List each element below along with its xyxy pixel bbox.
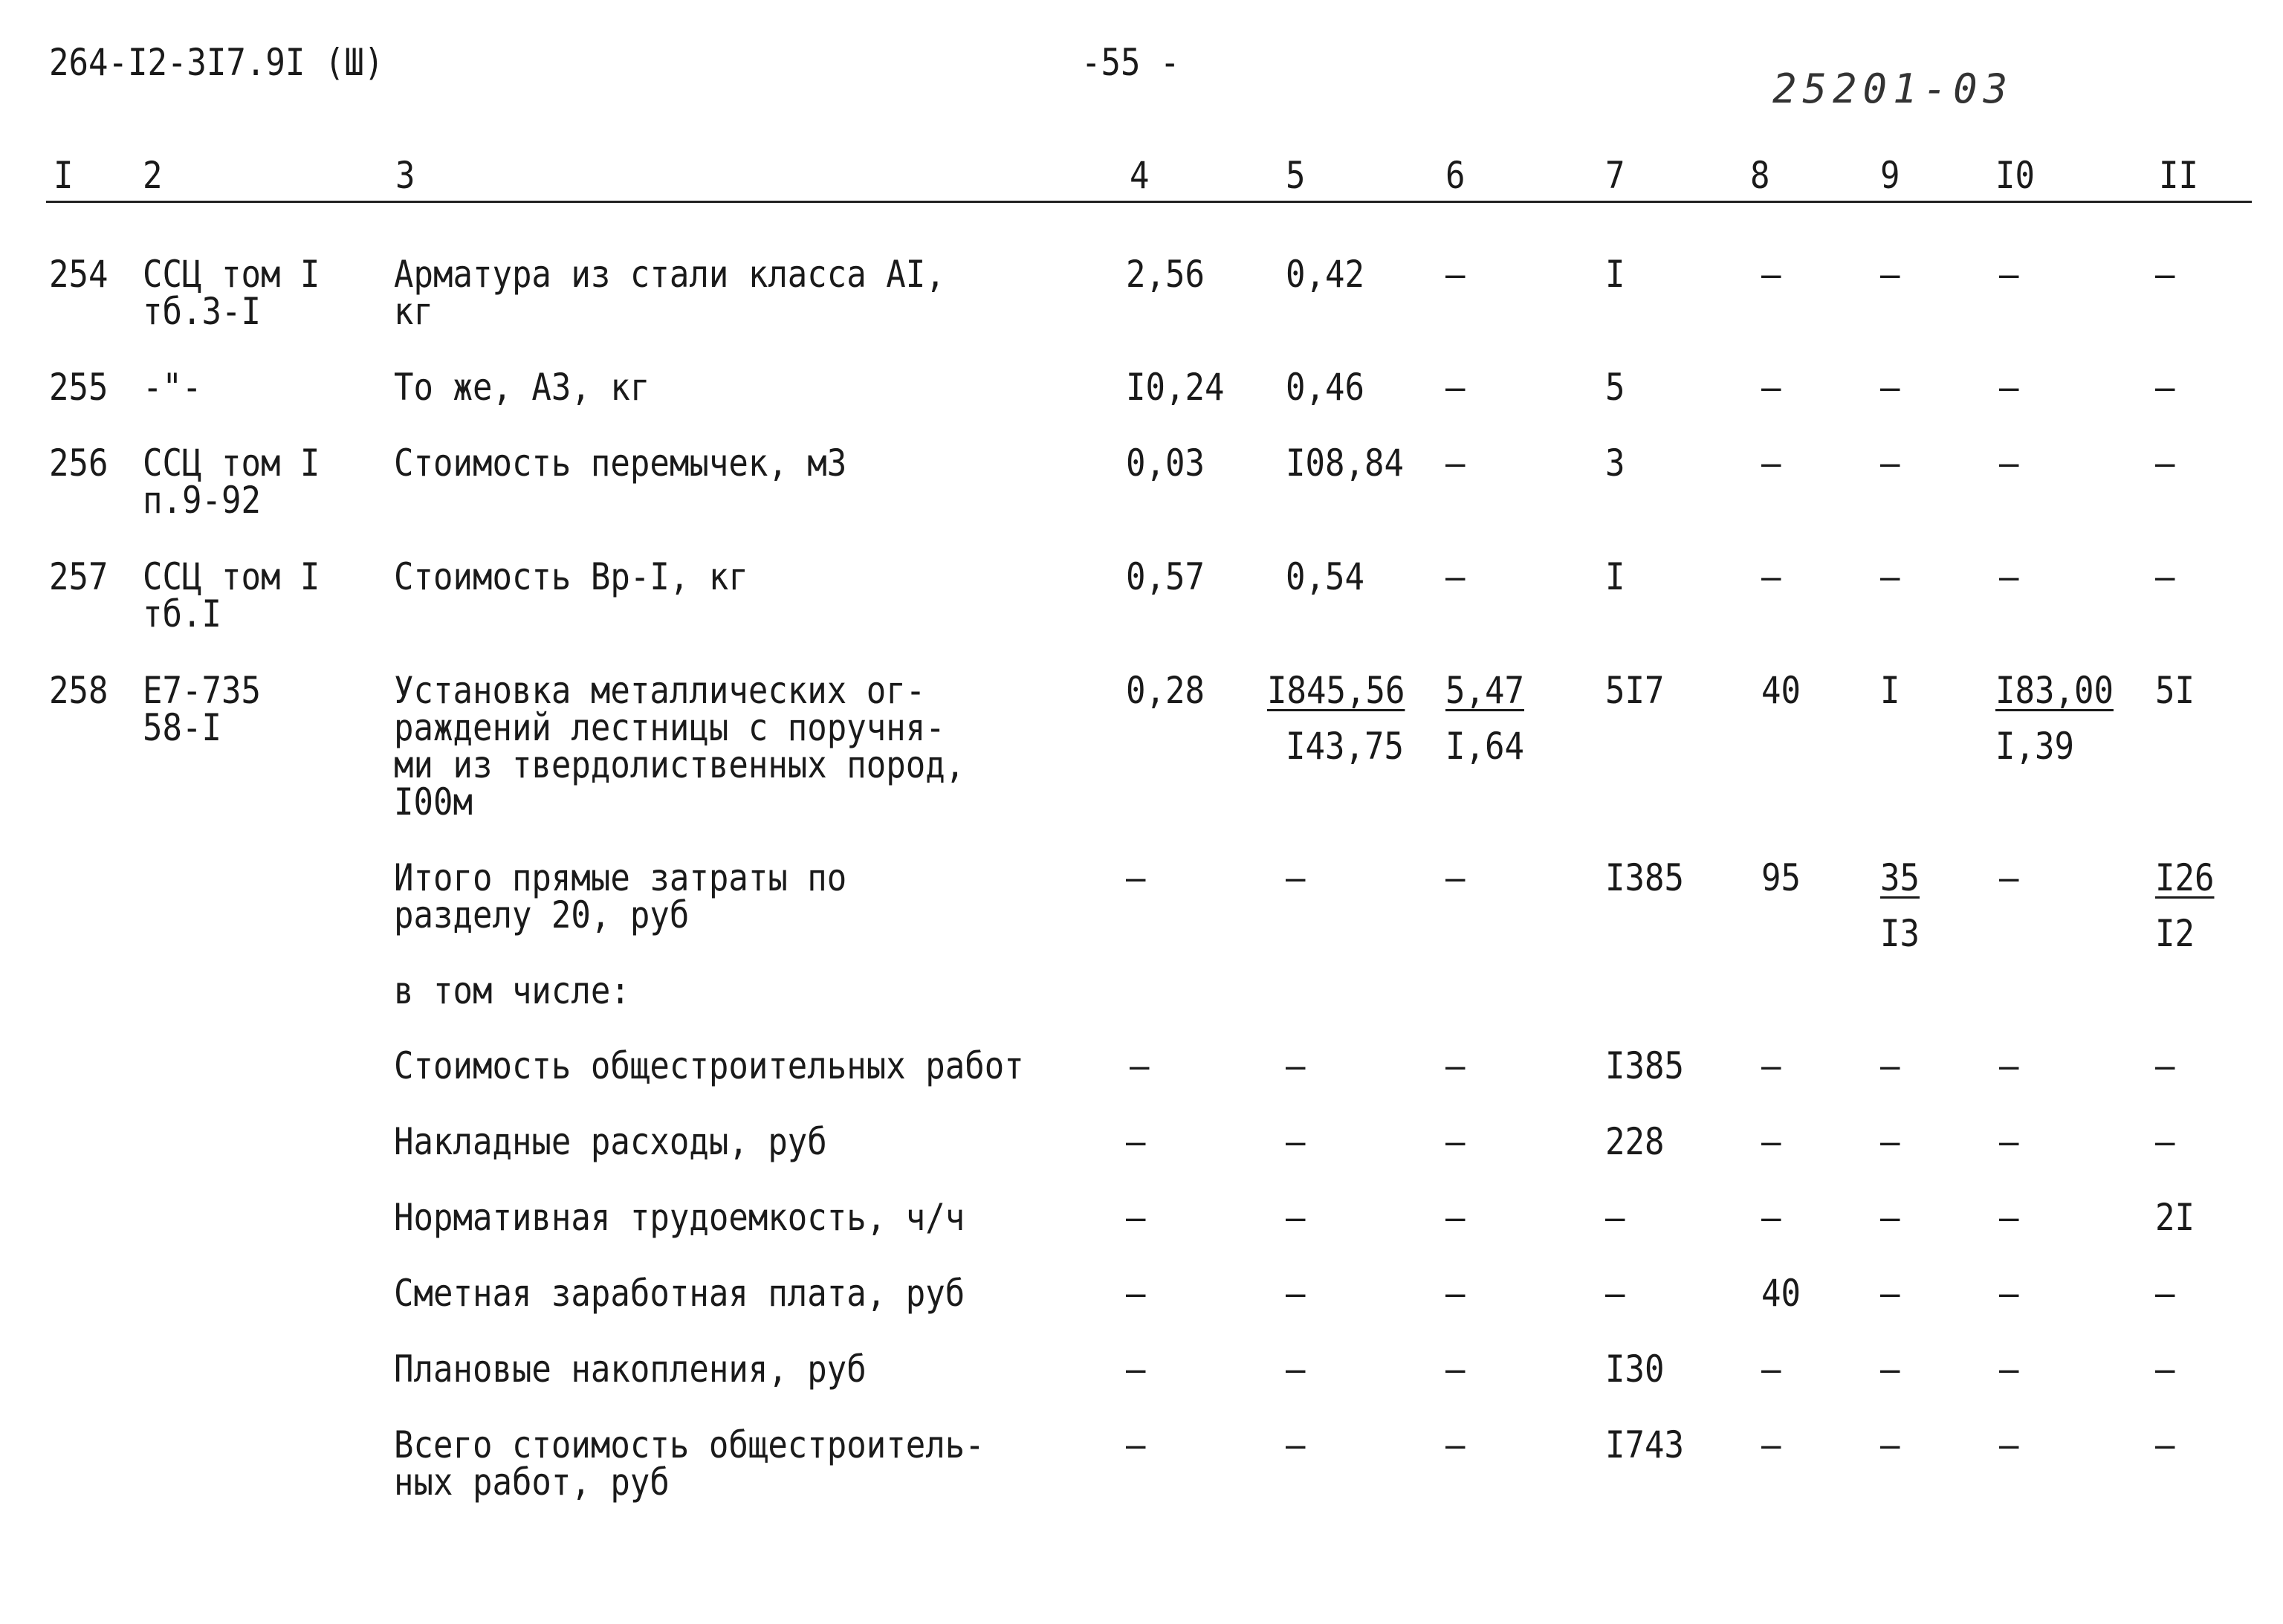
cell-c5: 0,42	[1286, 253, 1364, 296]
cell-c5: 0,54	[1286, 555, 1364, 598]
cell-c10: –	[1999, 1423, 2019, 1466]
cell-c5: I845,56	[1267, 669, 1405, 712]
cell-c11-lower: I2	[2155, 912, 2195, 955]
reference: ССЦ том I	[143, 253, 320, 296]
column-header: I0	[1995, 154, 2035, 197]
cell-c4: I0,24	[1126, 366, 1225, 409]
cell-c6: –	[1445, 555, 1466, 598]
cell-c6: –	[1445, 366, 1466, 409]
cell-c7: I	[1605, 555, 1625, 598]
cell-c4: –	[1126, 1272, 1146, 1315]
cell-c11: –	[2155, 1348, 2175, 1391]
description: ми из твердолиственных пород,	[394, 743, 965, 786]
cell-c7: 228	[1605, 1120, 1665, 1163]
description: раждений лестницы с поручня-	[394, 706, 945, 749]
reference: п.9-92	[143, 479, 261, 522]
cell-c7: I743	[1605, 1423, 1684, 1466]
cell-c8: 40	[1761, 1272, 1801, 1315]
reference: тб.I	[143, 592, 221, 635]
header-rule	[46, 201, 2252, 203]
cell-c10: –	[1999, 1196, 2019, 1239]
description: I00м	[394, 780, 473, 824]
cell-c9: –	[1880, 1044, 1900, 1087]
description: Плановые накопления, руб	[394, 1348, 867, 1391]
cell-c9-lower: I3	[1880, 912, 1920, 955]
cell-c11: –	[2155, 1272, 2175, 1315]
cell-c4: –	[1130, 1044, 1150, 1087]
cell-c7: 5	[1605, 366, 1625, 409]
cell-c7: –	[1605, 1272, 1625, 1315]
cell-c8: –	[1761, 1044, 1781, 1087]
cell-c8: 95	[1761, 856, 1801, 899]
cell-c10: –	[1999, 441, 2019, 485]
description: Стоимость Вр-I, кг	[394, 555, 748, 598]
cell-c7: I	[1605, 253, 1625, 296]
cell-c10-lower: I,39	[1995, 725, 2074, 768]
cell-c5: –	[1286, 1348, 1306, 1391]
column-header: I	[54, 154, 74, 197]
cell-c11: 2I	[2155, 1196, 2195, 1239]
row-number: 256	[49, 441, 109, 485]
cell-c5: –	[1286, 1120, 1306, 1163]
cell-c9: 35	[1880, 856, 1920, 899]
cell-c7: I30	[1605, 1348, 1665, 1391]
column-header: II	[2159, 154, 2198, 197]
reference: E7-735	[143, 669, 261, 712]
description: Стоимость перемычек, м3	[394, 441, 847, 485]
cell-c5: I08,84	[1286, 441, 1404, 485]
cell-c11: –	[2155, 1120, 2175, 1163]
cell-c4: 0,03	[1126, 441, 1205, 485]
cell-c9: –	[1880, 1348, 1900, 1391]
cell-c6: –	[1445, 1348, 1466, 1391]
cell-c10: –	[1999, 253, 2019, 296]
cell-c4: 0,28	[1126, 669, 1205, 712]
column-header: 3	[395, 154, 415, 197]
cell-c11: 5I	[2155, 669, 2195, 712]
cell-c6: –	[1445, 253, 1466, 296]
cell-c9: –	[1880, 1272, 1900, 1315]
column-header: 8	[1750, 154, 1770, 197]
cell-c10: –	[1999, 1120, 2019, 1163]
cell-c5: –	[1286, 1423, 1306, 1466]
row-number: 254	[49, 253, 109, 296]
description: Накладные расходы, руб	[394, 1120, 827, 1163]
cell-c7: I385	[1605, 1044, 1684, 1087]
cell-c8: –	[1761, 1196, 1781, 1239]
cell-c11: –	[2155, 441, 2175, 485]
cell-c9: –	[1880, 1196, 1900, 1239]
cell-c7: 3	[1605, 441, 1625, 485]
description: Стоимость общестроительных работ	[394, 1044, 1024, 1087]
description: Арматура из стали класса AI,	[394, 253, 945, 296]
cell-c8: –	[1761, 1120, 1781, 1163]
cell-c11: –	[2155, 555, 2175, 598]
description: Итого прямые затраты по	[394, 856, 847, 899]
cell-c9: –	[1880, 555, 1900, 598]
column-header: 2	[143, 154, 163, 197]
cell-c11: –	[2155, 253, 2175, 296]
reference: тб.3-I	[143, 290, 261, 333]
cell-c5-lower: I43,75	[1286, 725, 1404, 768]
cell-c11: –	[2155, 1423, 2175, 1466]
cell-c10: –	[1999, 1272, 2019, 1315]
including-label: в том числе:	[394, 969, 630, 1012]
handwritten-stamp: 25201-03	[1772, 65, 2014, 112]
description: Сметная заработная плата, руб	[394, 1272, 965, 1315]
cell-c8: 40	[1761, 669, 1801, 712]
cell-c5: 0,46	[1286, 366, 1364, 409]
cell-c8: –	[1761, 253, 1781, 296]
cell-c6-lower: I,64	[1445, 725, 1524, 768]
column-header: 6	[1445, 154, 1466, 197]
cell-c7: 5I7	[1605, 669, 1665, 712]
cell-c7: –	[1605, 1196, 1625, 1239]
description: Установка металлических ог-	[394, 669, 926, 712]
cell-c10: –	[1999, 856, 2019, 899]
cell-c7: I385	[1605, 856, 1684, 899]
description: То же, A3, кг	[394, 366, 650, 409]
reference: ССЦ том I	[143, 441, 320, 485]
cell-c6: –	[1445, 1272, 1466, 1315]
cell-c8: –	[1761, 1423, 1781, 1466]
cell-c4: 0,57	[1126, 555, 1205, 598]
cell-c11: I26	[2155, 856, 2215, 899]
cell-c6: –	[1445, 441, 1466, 485]
row-number: 257	[49, 555, 109, 598]
cell-c6: –	[1445, 1044, 1466, 1087]
cell-c6: –	[1445, 856, 1466, 899]
cell-c8: –	[1761, 555, 1781, 598]
cell-c8: –	[1761, 366, 1781, 409]
cell-c10: –	[1999, 1044, 2019, 1087]
cell-c4: 2,56	[1126, 253, 1205, 296]
cell-c4: –	[1126, 1120, 1146, 1163]
description: ных работ, руб	[394, 1460, 670, 1504]
document-code: 264-I2-3I7.9I (Ш)	[49, 41, 384, 84]
cell-c9: –	[1880, 1423, 1900, 1466]
cell-c9: –	[1880, 1120, 1900, 1163]
column-header: 9	[1880, 154, 1900, 197]
cell-c5: –	[1286, 1044, 1306, 1087]
description: кг	[394, 290, 433, 333]
page-number: -55 -	[1081, 41, 1180, 84]
cell-c10: –	[1999, 1348, 2019, 1391]
reference: -"-	[143, 366, 202, 409]
cell-c10: I83,00	[1995, 669, 2114, 712]
description: Нормативная трудоемкость, ч/ч	[394, 1196, 965, 1239]
cell-c5: –	[1286, 1196, 1306, 1239]
cell-c6: 5,47	[1445, 669, 1524, 712]
cell-c9: –	[1880, 366, 1900, 409]
reference: ССЦ том I	[143, 555, 320, 598]
reference: 58-I	[143, 706, 221, 749]
cell-c10: –	[1999, 555, 2019, 598]
cell-c6: –	[1445, 1120, 1466, 1163]
column-header: 7	[1605, 154, 1625, 197]
description: Всего стоимость общестроитель-	[394, 1423, 985, 1466]
column-header: 5	[1286, 154, 1306, 197]
cell-c11: –	[2155, 366, 2175, 409]
cell-c4: –	[1126, 1196, 1146, 1239]
cell-c8: –	[1761, 1348, 1781, 1391]
cell-c4: –	[1126, 1423, 1146, 1466]
cell-c5: –	[1286, 1272, 1306, 1315]
description: разделу 20, руб	[394, 893, 690, 936]
cell-c6: –	[1445, 1423, 1466, 1466]
column-header: 4	[1130, 154, 1150, 197]
cell-c4: –	[1126, 856, 1146, 899]
cell-c9: –	[1880, 441, 1900, 485]
cell-c10: –	[1999, 366, 2019, 409]
cell-c5: –	[1286, 856, 1306, 899]
row-number: 258	[49, 669, 109, 712]
cell-c9: –	[1880, 253, 1900, 296]
cell-c4: –	[1126, 1348, 1146, 1391]
cell-c6: –	[1445, 1196, 1466, 1239]
cell-c8: –	[1761, 441, 1781, 485]
cell-c11: –	[2155, 1044, 2175, 1087]
row-number: 255	[49, 366, 109, 409]
cell-c9: I	[1880, 669, 1900, 712]
